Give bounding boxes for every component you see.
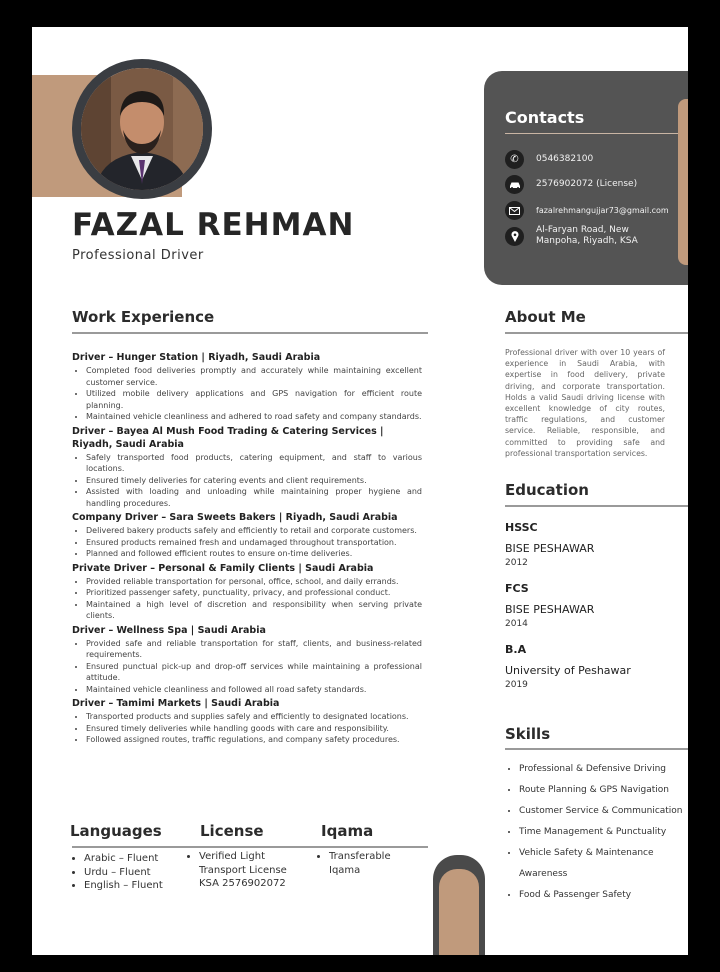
language-item: • English – Fluent — [84, 879, 163, 893]
job-bullet: • Assisted with loading and unloading while maintaining proper hygiene and handling procedures. — [86, 486, 422, 509]
education-divider — [505, 505, 688, 507]
education-item — [505, 521, 675, 568]
job-bullet: • Maintained vehicle cleanliness and adhered to road safety and company standards. — [86, 411, 422, 423]
contact-address-text: Al-Faryan Road, New Manpoha, Riyadh, KSA — [536, 225, 638, 246]
job-bullet: • Transported products and supplies safely and efficiently to designated locations. — [86, 711, 422, 723]
education-year: 2019 — [505, 680, 528, 690]
skill-item: • Customer Service & Communication — [519, 801, 688, 822]
job-bullet: • Ensured timely deliveries while handling goods with care and responsibility. — [86, 723, 422, 735]
license-title: License — [200, 822, 264, 840]
job — [72, 351, 422, 423]
license-item: • Verified Light Transport License KSA 2576902072 — [199, 850, 300, 891]
job-title: Private Driver – Personal & Family Clients | Saudi Arabia — [72, 562, 374, 574]
job — [72, 425, 422, 510]
candidate-name: FAZAL REHMAN — [72, 207, 355, 243]
job-title: Driver – Hunger Station | Riyadh, Saudi Arabia — [72, 352, 321, 363]
job-title: Driver – Wellness Spa | Saudi Arabia — [72, 624, 266, 636]
skills-title: Skills — [505, 725, 551, 743]
iqama-section — [315, 822, 415, 877]
education-year: 2014 — [505, 619, 528, 629]
languages-title: Languages — [70, 822, 162, 840]
skill-item: • Food & Passenger Safety — [519, 885, 688, 906]
education-year: 2012 — [505, 558, 528, 568]
job-title: Driver – Tamimi Markets | Saudi Arabia — [72, 698, 280, 709]
languages-section — [70, 822, 163, 893]
about-title: About Me — [505, 308, 586, 326]
contact-phone-text: 0546382100 — [536, 154, 594, 164]
contacts-title: Contacts — [505, 108, 585, 127]
skills-list — [505, 759, 688, 906]
work-title: Work Experience — [72, 308, 215, 326]
education-institution: BISE PESHAWAR — [505, 542, 595, 555]
contacts-divider — [505, 133, 679, 134]
job-bullet: • Maintained a high level of discretion and responsibility when serving private clients. — [86, 599, 422, 622]
job-bullet: • Provided reliable transportation for personal, office, school, and daily errands. — [86, 576, 422, 588]
job-bullet: • Planned and followed efficient routes to ensure on-time deliveries. — [86, 548, 422, 560]
job — [72, 697, 422, 746]
job-bullet: • Ensured timely deliveries for catering events and client requirements. — [86, 475, 422, 487]
skills-divider — [505, 748, 688, 750]
skill-item: • Time Management & Punctuality — [519, 822, 688, 843]
candidate-role: Professional Driver — [72, 248, 204, 263]
education-item — [505, 643, 675, 690]
work-experience — [72, 349, 422, 748]
job-bullet: • Prioritized passenger safety, punctuality, privacy, and professional conduct. — [86, 587, 422, 599]
decorative-arch-inner — [439, 869, 479, 955]
contact-license-text: 2576902072 (License) — [536, 179, 638, 189]
phone-icon: ✆ — [505, 150, 524, 169]
contact-email[interactable] — [505, 201, 669, 220]
iqama-title: Iqama — [321, 822, 374, 840]
contact-address — [505, 225, 646, 247]
job-bullet: • Completed food deliveries promptly and accurately while maintaining excellent customer service. — [86, 365, 422, 388]
resume-page — [32, 27, 688, 955]
car-icon — [505, 175, 524, 194]
mail-icon — [505, 201, 524, 220]
job-bullet: • Delivered bakery products safely and efficiently to retail and corporate customers. — [86, 525, 422, 537]
education-title: Education — [505, 481, 589, 499]
about-text: Professional driver with over 10 years of experience in Saudi Arabia, with expertise in food delivery, private driving, and corporate transportation. Holds a valid Saudi driving license with excellent knowledge of city routes, traffic regulations, and customer service. Reliable, responsible, and committed to providing safe and professional transportation services. — [505, 348, 665, 458]
contacts-panel — [484, 71, 688, 285]
location-icon — [505, 227, 524, 246]
skill-item: • Vehicle Safety & Maintenance Awareness — [519, 843, 688, 885]
education-institution: BISE PESHAWAR — [505, 603, 595, 616]
contact-license — [505, 175, 637, 194]
skill-item: • Route Planning & GPS Navigation — [519, 780, 688, 801]
language-item: • Urdu – Fluent — [84, 866, 163, 880]
education-degree: HSSC — [505, 521, 538, 534]
about-divider — [505, 332, 688, 334]
education-degree: B.A — [505, 643, 527, 656]
job-title: Driver – Bayea Al Mush Food Trading & Catering Services | Riyadh, Saudi Arabia — [72, 425, 384, 450]
education-item — [505, 582, 675, 629]
job-bullet: • Provided safe and reliable transportation for staff, clients, and business-related requirements. — [86, 638, 422, 661]
avatar-icon — [81, 68, 203, 190]
job — [72, 562, 422, 622]
job-title: Company Driver – Sara Sweets Bakers | Riyadh, Saudi Arabia — [72, 512, 398, 523]
job-bullet: • Ensured products remained fresh and undamaged throughout transportation. — [86, 537, 422, 549]
job-bullet: • Followed assigned routes, traffic regulations, and company safety procedures. — [86, 734, 422, 746]
profile-photo — [72, 59, 212, 199]
iqama-item: • Transferable Iqama — [329, 850, 415, 877]
job-bullet: • Safely transported food products, catering equipment, and staff to various locations. — [86, 452, 422, 475]
job — [72, 624, 422, 696]
job-bullet: • Maintained vehicle cleanliness and followed all road safety standards. — [86, 684, 422, 696]
job-bullet: • Ensured punctual pick-up and drop-off services while maintaining a professional attitude. — [86, 661, 422, 684]
job-bullet: • Utilized mobile delivery applications and GPS navigation for efficient route planning. — [86, 388, 422, 411]
contact-phone — [505, 150, 593, 169]
skill-item: • Professional & Defensive Driving — [519, 759, 688, 780]
education-degree: FCS — [505, 582, 529, 595]
job — [72, 511, 422, 560]
contacts-accent-tab — [678, 99, 688, 265]
license-section — [185, 822, 300, 891]
contact-email-text: fazalrehmangujjar73@gmail.com — [536, 206, 669, 215]
language-item: • Arabic – Fluent — [84, 852, 163, 866]
education-institution: University of Peshawar — [505, 664, 631, 677]
work-divider — [72, 332, 428, 334]
